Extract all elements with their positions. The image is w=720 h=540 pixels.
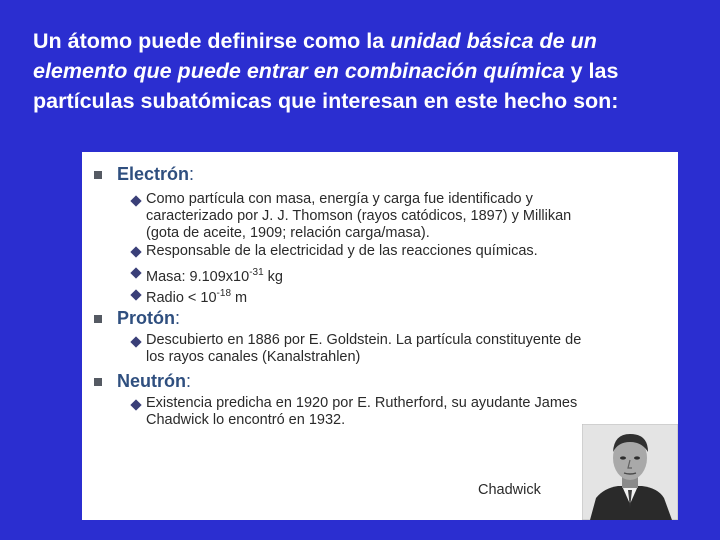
square-bullet-icon: [94, 378, 102, 386]
electron-item-radius: [146, 285, 678, 307]
section-proton: [94, 308, 180, 329]
diamond-bullet-icon: [130, 195, 141, 206]
portrait-image: [582, 424, 678, 520]
diamond-bullet-icon: [130, 246, 141, 257]
diamond-bullet-icon: [130, 336, 141, 347]
section-title-proton: Protón: [117, 308, 175, 328]
proton-item-line: Descubierto en 1886 por E. Goldstein. La partícula constituyente de: [146, 332, 582, 348]
neutron-item-line: Existencia predicha en 1920 por E. Rutherford, su ayudante James: [146, 395, 578, 411]
heading-text-1: Un átomo puede definirse como la: [33, 29, 391, 53]
electron-item-line: (gota de aceite, 1909; relación carga/masa).: [146, 225, 430, 241]
proton-item-line: los rayos canales (Kanalstrahlen): [146, 349, 361, 365]
chadwick-portrait: [582, 424, 678, 520]
radius-text: Radio < 10: [146, 289, 217, 306]
heading-emphasis: unidad básica de un elemento que puede entrar en combinación química: [33, 29, 597, 83]
section-colon: :: [186, 371, 192, 391]
slide-heading: [33, 26, 693, 116]
electron-item-line: Como partícula con masa, energía y carga fue identificado y: [146, 191, 533, 207]
mass-exponent: -31: [249, 267, 264, 278]
square-bullet-icon: [94, 171, 102, 179]
diamond-bullet-icon: [130, 289, 141, 300]
section-title-electron: Electrón: [117, 164, 190, 184]
portrait-caption: Chadwick: [478, 482, 541, 498]
section-colon: :: [175, 308, 181, 328]
diamond-bullet-icon: [130, 399, 141, 410]
electron-item-line: Responsable de la electricidad y de las reacciones químicas.: [146, 243, 538, 259]
section-electron: [94, 164, 194, 185]
radius-unit: m: [231, 289, 248, 306]
section-title-neutron: Neutrón: [117, 371, 186, 391]
electron-item-mass: [146, 264, 678, 286]
mass-text: Masa: 9.109x10: [146, 268, 250, 285]
neutron-item-line: Chadwick lo encontró en 1932.: [146, 412, 346, 428]
heading-text-2: y las partículas subatómicas que interesan en este hecho son:: [33, 59, 619, 113]
electron-item-line: caracterizado por J. J. Thomson (rayos catódicos, 1897) y Millikan: [146, 208, 572, 224]
diamond-bullet-icon: [130, 267, 141, 278]
mass-unit: kg: [263, 268, 283, 285]
section-colon: :: [189, 164, 195, 184]
section-neutron: [94, 371, 191, 392]
content-panel: [82, 152, 678, 520]
radius-exponent: -18: [216, 288, 231, 299]
square-bullet-icon: [94, 315, 102, 323]
